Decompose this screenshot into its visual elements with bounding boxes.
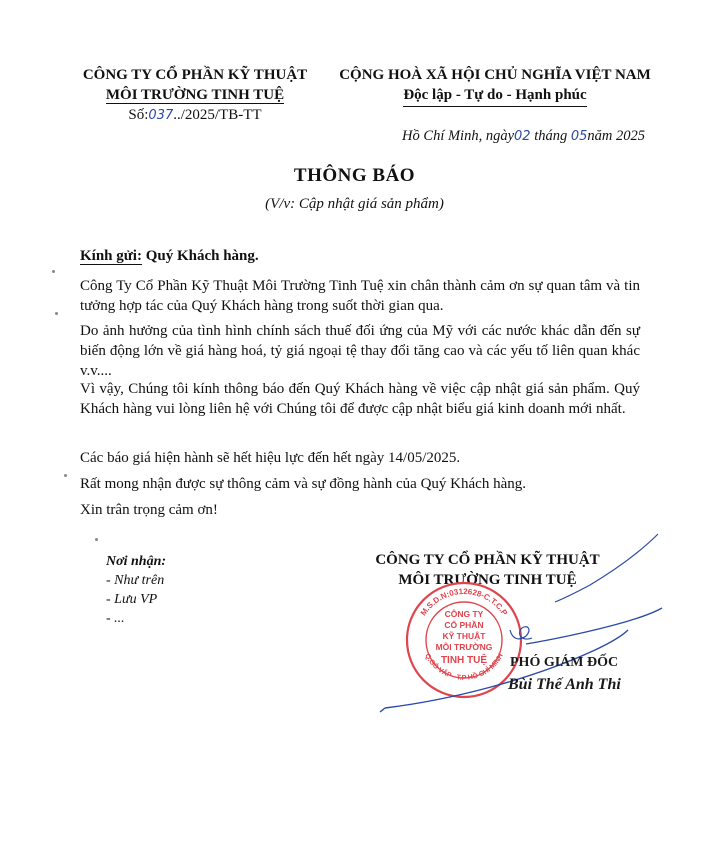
scan-speck: [52, 270, 55, 273]
scan-speck: [64, 474, 67, 477]
stamp-center-line: MÔI TRƯỜNG: [435, 642, 493, 652]
signature-company-line2: MÔI TRƯỜNG TINH TUỆ: [398, 572, 577, 588]
greeting-recipient: Quý Khách hàng.: [145, 248, 259, 264]
national-motto: Độc lập - Tự do - Hạnh phúc: [403, 87, 587, 103]
greeting: [80, 248, 259, 265]
paragraph-notice: Vì vậy, Chúng tôi kính thông báo đến Quý Khách hàng về việc cập nhật giá sản phẩm. Quý Khách hàng vui lòng liên hệ với Chúng tôi để được cập nhật biểu giá kinh doanh mới nhất.: [80, 381, 640, 417]
recipient-item: - Như trên: [106, 573, 165, 588]
company-header: [60, 65, 330, 126]
document-number: Số:037../2025/TB-TT: [128, 107, 262, 123]
company-stamp-icon: [404, 580, 524, 700]
stamp-ring-bottom-text: Q.GÒ VẤP - T.P HỒ CHÍ MINH: [423, 652, 505, 682]
paragraph-reason: Do ảnh hưởng của tình hình chính sách thuế đối ứng của Mỹ với các nước khác dẫn đến sự biến động lớn về giá hàng hoá, tỷ giá ngoại tệ thay đổi tăng cao và các yếu tố liên quan khác v.v....: [80, 323, 640, 379]
paragraph-thanks: Công Ty Cổ Phần Kỹ Thuật Môi Trường Tinh Tuệ xin chân thành cảm ơn sự quan tâm và tin tưởng hợp tác của Quý Khách hàng trong suốt thời gian qua.: [80, 278, 640, 314]
signer-title: PHÓ GIÁM ĐỐC: [510, 655, 619, 670]
stamp-ring-text: M.S.D.N:0312628-C.T.C.P: [418, 586, 510, 618]
paragraph-closing: Xin trân trọng cảm ơn!: [80, 502, 218, 518]
stamp-center-line: CÔNG TY: [444, 609, 484, 619]
paragraph-hope: Rất mong nhận được sự thông cảm và sự đồng hành của Quý Khách hàng.: [80, 476, 526, 492]
recipient-item: - Lưu VP: [106, 592, 158, 607]
company-name-line1: CÔNG TY CỔ PHẦN KỸ THUẬT: [82, 67, 308, 83]
scan-speck: [55, 312, 58, 315]
handwritten-number: 037: [148, 108, 174, 123]
recipients-block: [106, 552, 166, 628]
national-header: [325, 65, 665, 107]
stamp-center-line: CỔ PHẦN: [444, 620, 484, 630]
recipients-label: Nơi nhận:: [106, 554, 167, 569]
document-subtitle: (V/v: Cập nhật giá sản phẩm): [265, 196, 444, 212]
company-name-line2: MÔI TRƯỜNG TINH TUỆ: [105, 87, 285, 103]
recipient-item: - ...: [106, 611, 125, 626]
date-line: Hồ Chí Minh, ngày02 tháng 05năm 2025: [402, 128, 645, 144]
paragraph-validity: Các báo giá hiện hành sẽ hết hiệu lực đến hết ngày 14/05/2025.: [80, 450, 461, 466]
stamp-center-line: TINH TUỆ: [440, 655, 488, 666]
stamp-center-line: KỸ THUẬT: [442, 631, 486, 641]
handwritten-month: 05: [570, 129, 588, 144]
document-title: THÔNG BÁO: [293, 165, 416, 186]
handwritten-day: 02: [514, 129, 531, 144]
scan-speck: [95, 538, 98, 541]
signature-company-line1: CÔNG TY CỔ PHẦN KỸ THUẬT: [375, 552, 600, 568]
greeting-label: Kính gửi:: [80, 248, 142, 264]
signer-name: Bùi Thế Anh Thi: [508, 676, 621, 693]
nation-name: CỘNG HOÀ XÃ HỘI CHỦ NGHĨA VIỆT NAM: [339, 67, 651, 83]
